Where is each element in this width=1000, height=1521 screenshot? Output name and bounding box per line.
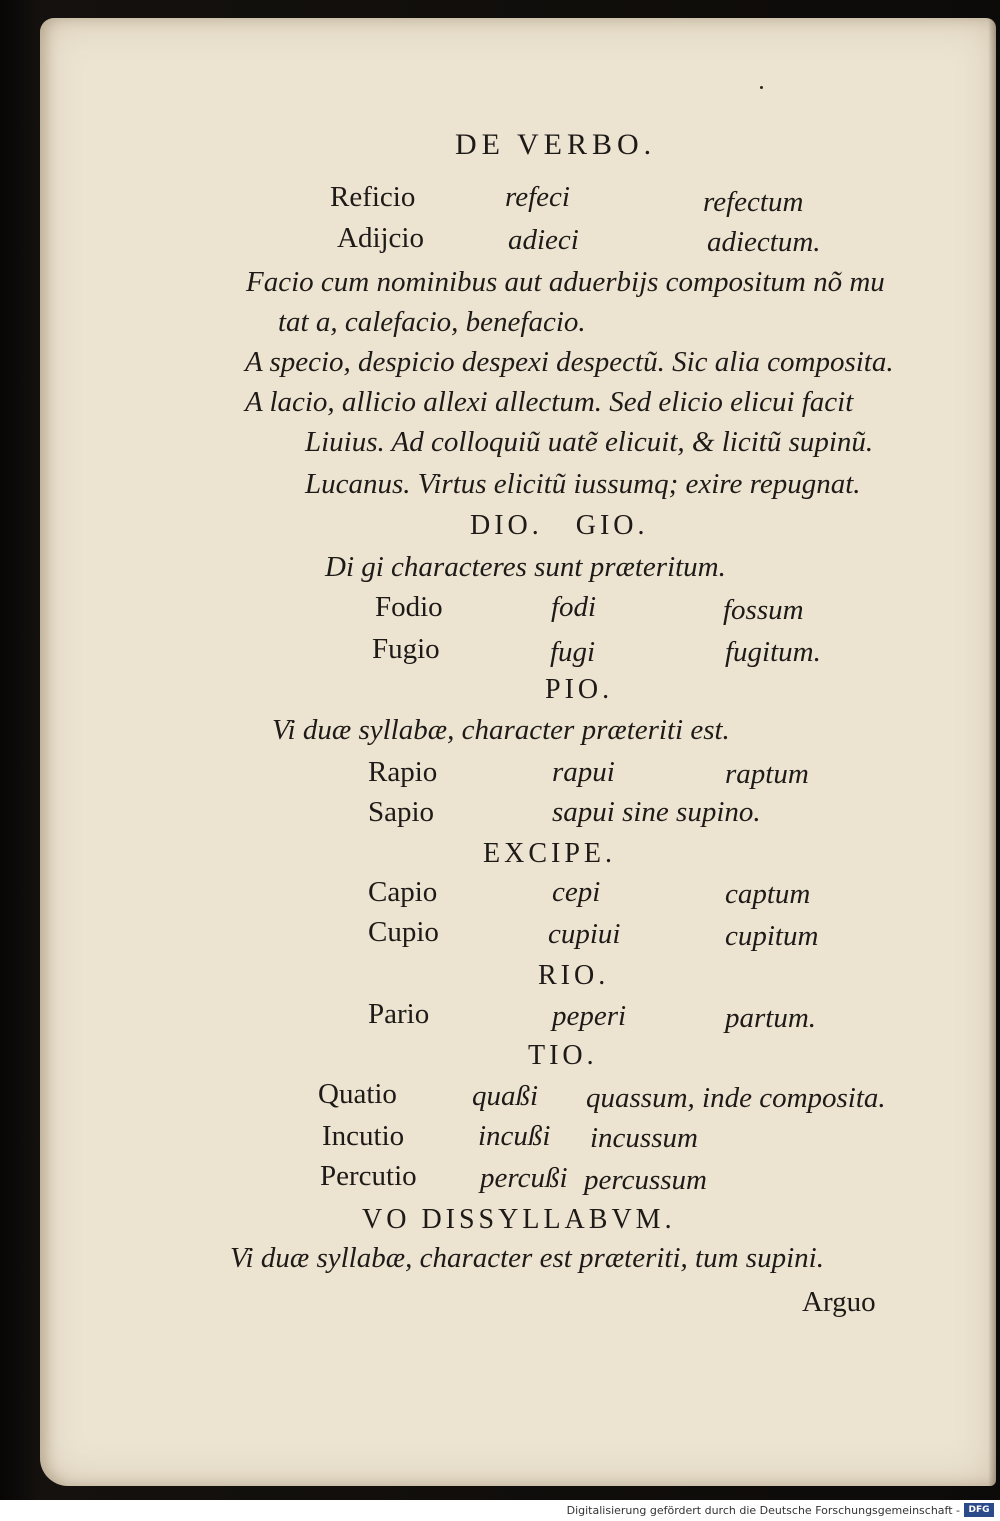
verb-perfect: fodi bbox=[551, 591, 597, 623]
text-line: Lucanus. Virtus elicitũ iussumq; exire repugnat. bbox=[305, 468, 861, 500]
section-heading: DIO. GIO. bbox=[470, 510, 649, 541]
verb-present: Reficio bbox=[330, 181, 416, 213]
verb-present: Fugio bbox=[372, 633, 440, 665]
verb-present: Fodio bbox=[375, 591, 443, 623]
verb-supine: partum. bbox=[725, 1002, 817, 1034]
ink-speck bbox=[760, 86, 763, 89]
text-line: Facio cum nominibus aut aduerbijs compositum nõ mu bbox=[246, 266, 885, 298]
dfg-logo: DFG bbox=[964, 1503, 994, 1517]
section-heading: TIO. bbox=[528, 1040, 598, 1071]
verb-perfect-note: sapui sine supino. bbox=[552, 796, 761, 828]
verb-perfect: cepi bbox=[552, 876, 601, 908]
verb-supine: fugitum. bbox=[725, 636, 821, 668]
verb-present: Capio bbox=[368, 876, 438, 908]
verb-perfect: peperi bbox=[552, 1000, 627, 1032]
verb-present: Cupio bbox=[368, 916, 439, 948]
verb-perfect: fugi bbox=[550, 636, 596, 668]
section-heading: PIO. bbox=[545, 674, 614, 705]
digitization-footer bbox=[0, 1500, 1000, 1521]
verb-supine: quassum, inde composita. bbox=[586, 1082, 886, 1114]
running-head: DE VERBO. bbox=[455, 128, 657, 161]
verb-perfect: quaßi bbox=[472, 1080, 539, 1112]
catchword: Arguo bbox=[802, 1286, 876, 1318]
text-line: A specio, despicio despexi despectũ. Sic alia composita. bbox=[245, 346, 894, 378]
text-line: Liuius. Ad colloquiũ uatẽ elicuit, & licitũ supinũ. bbox=[305, 426, 874, 458]
verb-perfect: percußi bbox=[480, 1162, 568, 1194]
verb-supine: refectum bbox=[703, 186, 804, 218]
section-heading: EXCIPE. bbox=[483, 838, 616, 869]
text-line: tat a, calefacio, benefacio. bbox=[278, 306, 586, 338]
verb-supine: cupitum bbox=[725, 920, 819, 952]
verb-perfect: rapui bbox=[552, 756, 615, 788]
verb-supine: raptum bbox=[725, 758, 809, 790]
section-heading: RIO. bbox=[538, 960, 610, 991]
verb-perfect: incußi bbox=[478, 1120, 551, 1152]
verb-supine: captum bbox=[725, 878, 811, 910]
section-heading: VO DISSYLLABVM. bbox=[362, 1204, 676, 1235]
verb-present: Incutio bbox=[322, 1120, 405, 1152]
verb-supine: adiectum. bbox=[707, 226, 821, 258]
book-page bbox=[40, 18, 996, 1486]
verb-present: Sapio bbox=[368, 796, 435, 828]
verb-perfect: adieci bbox=[508, 224, 579, 256]
verb-present: Pario bbox=[368, 998, 430, 1030]
verb-supine: percussum bbox=[584, 1164, 707, 1196]
text-line: Vi duæ syllabæ, character præteriti est. bbox=[272, 714, 730, 746]
verb-present: Rapio bbox=[368, 756, 438, 788]
text-line: Vi duæ syllabæ, character est præteriti, tum supini. bbox=[230, 1242, 824, 1274]
verb-present: Percutio bbox=[320, 1160, 417, 1192]
text-line: Di gi characteres sunt præteritum. bbox=[325, 551, 726, 583]
text-line: A lacio, allicio allexi allectum. Sed elicio elicui facit bbox=[245, 386, 854, 418]
footer-credit: Digitalisierung gefördert durch die Deutsche Forschungsgemeinschaft - bbox=[566, 1504, 960, 1517]
verb-supine: fossum bbox=[723, 594, 804, 626]
verb-perfect: refeci bbox=[505, 181, 570, 213]
verb-perfect: cupiui bbox=[548, 918, 621, 950]
verb-supine: incussum bbox=[590, 1122, 698, 1154]
verb-present: Quatio bbox=[318, 1078, 397, 1110]
verb-present: Adijcio bbox=[337, 222, 424, 254]
